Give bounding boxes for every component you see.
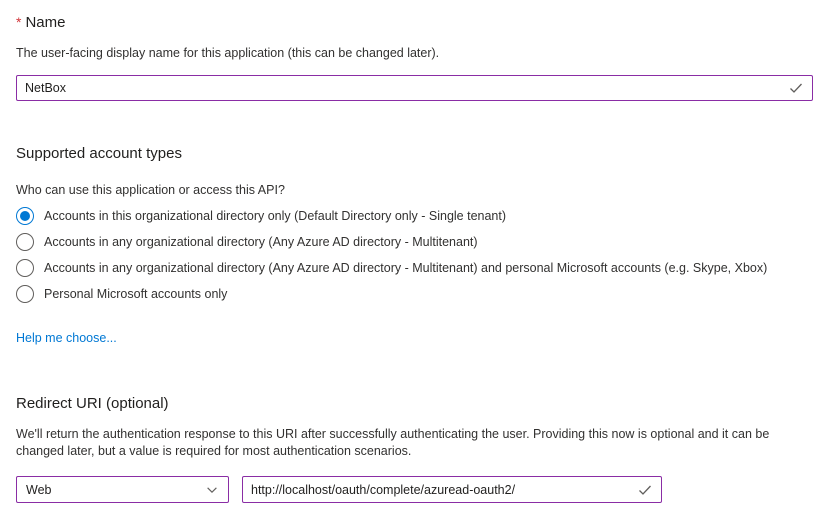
redirect-uri-input-container xyxy=(242,476,662,503)
account-types-question: Who can use this application or access this API? xyxy=(16,183,285,197)
redirect-uri-heading: Redirect URI (optional) xyxy=(16,395,169,412)
radio-button-icon xyxy=(16,285,34,303)
radio-option-personal-only[interactable] xyxy=(16,285,813,303)
radio-option-multitenant-personal[interactable] xyxy=(16,259,813,277)
radio-button-icon xyxy=(16,233,34,251)
radio-button-icon xyxy=(16,207,34,225)
name-field-description: The user-facing display name for this application (this can be changed later). xyxy=(16,46,440,60)
name-label-text: Name xyxy=(25,14,66,31)
name-input[interactable] xyxy=(17,76,788,100)
required-asterisk: * xyxy=(16,14,22,30)
radio-option-label: Accounts in any organizational directory (Any Azure AD directory - Multitenant) and personal Microsoft accounts (e.g. Skype, Xbox) xyxy=(44,261,768,275)
redirect-uri-description: We'll return the authentication response to this URI after successfully authenticating the user. Providing this now is optional and it can be changed later, but a value is required for most authentication scenarios. xyxy=(16,427,770,458)
radio-option-label: Accounts in this organizational directory only (Default Directory only - Single tenant) xyxy=(44,209,507,223)
help-me-choose-link[interactable]: Help me choose... xyxy=(16,331,117,345)
checkmark-icon xyxy=(788,80,804,96)
radio-option-multitenant[interactable] xyxy=(16,233,813,251)
redirect-uri-input[interactable] xyxy=(243,477,637,502)
supported-account-types-heading: Supported account types xyxy=(16,145,182,162)
help-link-container xyxy=(16,329,813,347)
radio-button-icon xyxy=(16,259,34,277)
radio-option-label: Personal Microsoft accounts only xyxy=(44,287,228,301)
account-types-radio-group xyxy=(16,207,813,303)
radio-option-single-tenant[interactable] xyxy=(16,207,813,225)
platform-select-value: Web xyxy=(26,482,52,497)
redirect-uri-controls xyxy=(16,476,813,503)
checkmark-icon xyxy=(637,482,653,498)
radio-option-label: Accounts in any organizational directory (Any Azure AD directory - Multitenant) xyxy=(44,235,478,249)
chevron-down-icon xyxy=(205,483,219,497)
name-input-container xyxy=(16,75,813,101)
name-field-label xyxy=(16,12,813,33)
platform-select[interactable] xyxy=(16,476,229,503)
